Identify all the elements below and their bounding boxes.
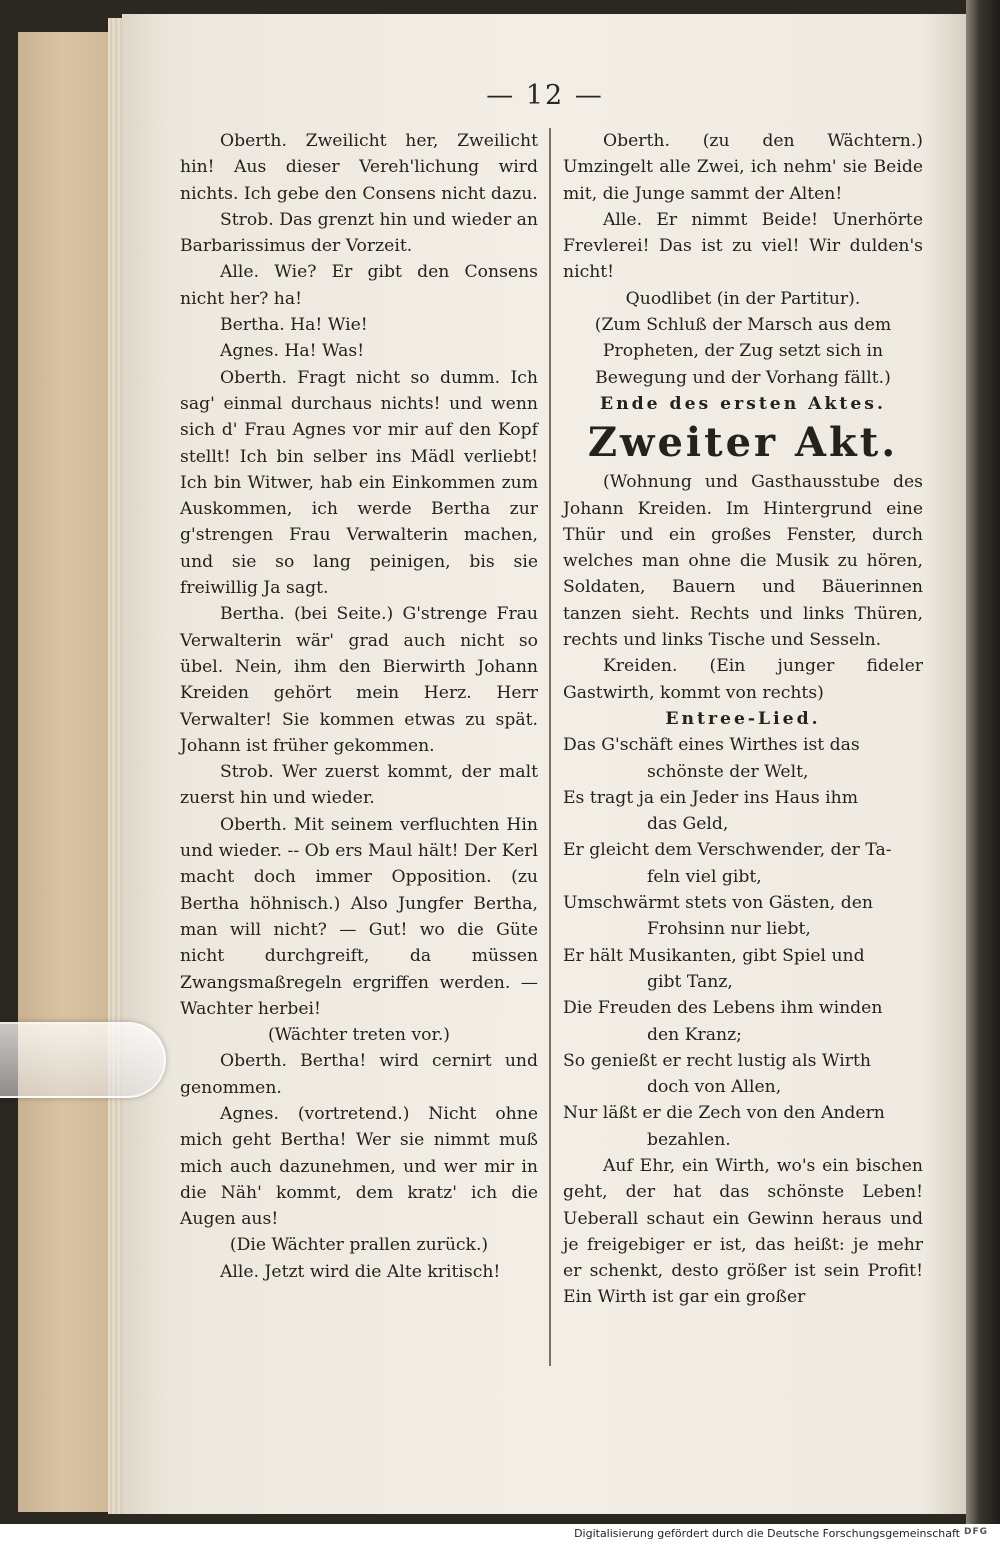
funding-credit: Digitalisierung gefördert durch die Deutsche Forschungsgemeinschaft: [574, 1527, 960, 1540]
footer-bar: [0, 1524, 1000, 1546]
paragraph: Oberth. Mit seinem verfluchten Hin und wieder. -- Ob ers Maul hält! Der Kerl macht doch immer Opposition. (zu Bertha höhnisch.) Also Jungfer Bertha, man will nicht? — Gut! wo die Güte nicht durchgreift, da müssen Zwangsmaßregeln ergriffen werden. — Wachter herbei!: [180, 814, 538, 1019]
paragraph: Agnes. (vortretend.) Nicht ohne mich geht Bertha! Wer sie nimmt muß mich auch dazunehmen, und wer mir in die Näh' kommt, dem kratz' ich die Augen aus!: [180, 1103, 538, 1230]
song-line: das Geld,: [647, 814, 729, 835]
paragraph: Alle. Wie? Er gibt den Consens nicht her? ha!: [180, 262, 538, 309]
paragraph: Agnes. Ha! Was!: [220, 341, 365, 362]
stage-direction: (Wächter treten vor.): [267, 1025, 451, 1046]
song-line: Umschwärmt stets von Gästen, den: [563, 893, 873, 914]
paragraph: Bertha. Ha! Wie!: [220, 315, 368, 336]
left-column: [180, 128, 538, 1285]
song-title: Entree-Lied.: [665, 708, 821, 729]
song-line: Nur läßt er die Zech von den Andern: [563, 1103, 885, 1124]
song-line: Das G'schäft eines Wirthes ist das: [563, 735, 860, 756]
page-clip: [0, 1022, 166, 1098]
quodlibet-note: Quodlibet (in der Partitur).: [625, 288, 861, 309]
paragraph: Strob. Wer zuerst kommt, der malt zuerst hin und wieder.: [180, 762, 538, 809]
paragraph: Oberth. Zweilicht her, Zweilicht hin! Aus dieser Vereh'lichung wird nichts. Ich gebe den Consens nicht dazu.: [180, 131, 538, 204]
paragraph: Alle. Er nimmt Beide! Unerhörte Frevlerei! Das ist zu viel! Wir dulden's nicht!: [563, 209, 923, 283]
act-end: Ende des ersten Aktes.: [600, 393, 886, 414]
stage-direction: (Zum Schluß der Marsch aus dem Propheten, der Zug setzt sich in Bewegung und der Vorhang fällt.): [594, 315, 892, 388]
song-line: gibt Tanz,: [647, 971, 733, 992]
song-line: doch von Allen,: [647, 1077, 782, 1098]
dfg-logo-icon: DFG: [964, 1527, 989, 1537]
song-line: Es tragt ja ein Jeder ins Haus ihm: [563, 787, 859, 808]
act-heading: Zweiter Akt.: [587, 419, 899, 467]
stage-direction: (Wohnung und Gasthausstube des Johann Kreiden. Im Hintergrund eine Thür und ein großes Fenster, durch welches man ohne die Musik zu hören, Soldaten, Bauern und Bäuerinnen tanzen sieht. Rechts und links Thüren, rechts und links Tische und Sesseln.: [563, 472, 923, 651]
paragraph: Oberth. Fragt nicht so dumm. Ich sag' einmal durchaus nichts! und wenn sich d' Frau Agnes vor mir auf den Kopf stellt! Ich bin selber ins Mädl verliebt! Ich bin Witwer, hab ein Einkommen zum Auskommen, ich werde Bertha zur g'strengen Frau Verwalterin machen, und sie so lang peinigen, bis sie freiwillig Ja sagt.: [180, 367, 538, 599]
song-line: den Kranz;: [647, 1024, 742, 1045]
character-entrance: Kreiden. (Ein junger fideler Gastwirth, kommt von rechts): [563, 656, 923, 703]
column-divider: [549, 128, 551, 1366]
song-line: Die Freuden des Lebens ihm winden: [563, 998, 883, 1019]
paragraph: Bertha. (bei Seite.) G'strenge Frau Verwalterin wär' grad auch nicht so übel. Nein, ihm den Bierwirth Johann Kreiden gehört mein Herz. Herr Verwalter! Sie kommen etwas zu spät. Johann ist früher gekommen.: [180, 604, 538, 756]
stage-direction: (Die Wächter prallen zurück.): [229, 1235, 489, 1256]
song-line: Er gleicht dem Verschwender, der Ta-: [563, 840, 892, 861]
paragraph: Oberth. Bertha! wird cernirt und genommen.: [180, 1051, 538, 1098]
song-line: schönste der Welt,: [647, 761, 809, 782]
paragraph: Oberth. (zu den Wächtern.) Umzingelt alle Zwei, ich nehm' sie Beide mit, die Junge sammt der Alten!: [563, 131, 923, 204]
song-line: Er hält Musikanten, gibt Spiel und: [563, 945, 865, 966]
paragraph: Strob. Das grenzt hin und wieder an Barbarissimus der Vorzeit.: [180, 209, 538, 257]
song-line: feln viel gibt,: [647, 866, 762, 887]
song-line: bezahlen.: [647, 1129, 731, 1150]
right-shadow: [966, 0, 1000, 1524]
paragraph: Auf Ehr, ein Wirth, wo's ein bischen geht, der hat das schönste Leben! Ueberall schaut ein Gewinn heraus und je freigebiger er ist, das heißt: je mehr er schenkt, desto größer ist sein Profit! Ein Wirth ist gar ein großer: [563, 1155, 923, 1308]
right-column: [563, 128, 923, 1311]
song-line: Frohsinn nur liebt,: [647, 919, 811, 940]
song-verse: [563, 732, 923, 1153]
paragraph: Alle. Jetzt wird die Alte kritisch!: [220, 1261, 501, 1282]
song-line: So genießt er recht lustig als Wirth: [563, 1050, 871, 1071]
page-number: — 12 —: [486, 80, 604, 111]
